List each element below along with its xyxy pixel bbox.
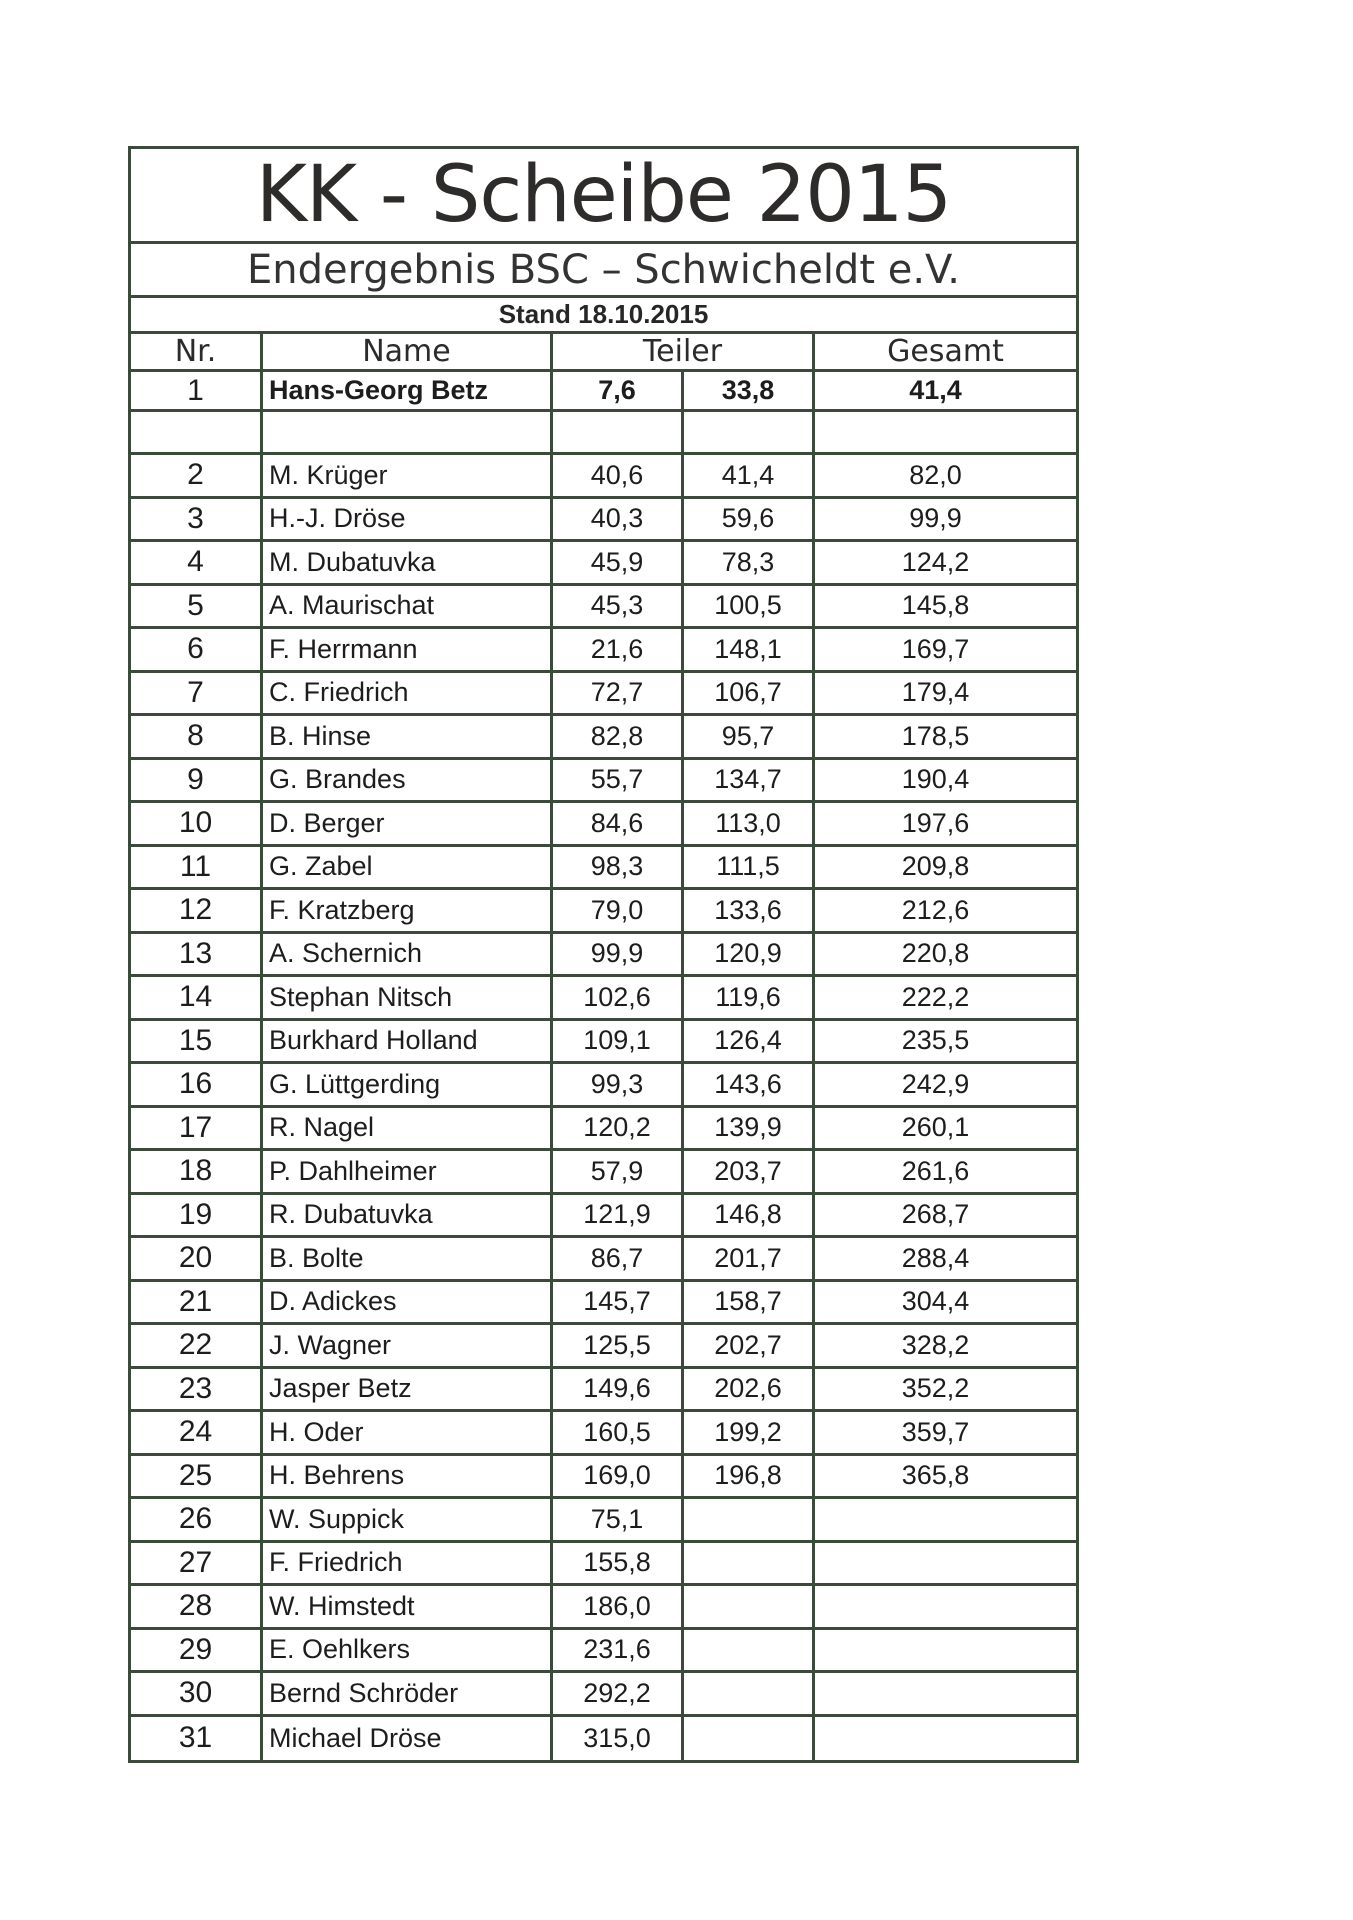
row-teiler-1: 82,8 xyxy=(553,716,684,757)
table-row xyxy=(131,716,1076,760)
header-gesamt: Gesamt xyxy=(887,334,1004,369)
row-nr: 2 xyxy=(131,455,263,496)
winner-name: Hans-Georg Betz xyxy=(263,372,553,409)
row-nr: 31 xyxy=(131,1717,263,1761)
row-teiler-1: 102,6 xyxy=(553,977,684,1018)
row-teiler-1: 99,9 xyxy=(553,934,684,975)
winner-teiler-1: 7,6 xyxy=(553,372,684,409)
row-nr: 11 xyxy=(131,847,263,888)
row-gesamt xyxy=(815,1673,1076,1714)
table-row xyxy=(131,629,1076,673)
row-name: Burkhard Holland xyxy=(263,1021,553,1062)
row-teiler-1: 155,8 xyxy=(553,1543,684,1584)
row-teiler-1: 21,6 xyxy=(553,629,684,670)
blank-cell xyxy=(263,412,553,452)
row-nr: 7 xyxy=(131,673,263,714)
row-teiler-2: 106,7 xyxy=(684,673,815,714)
row-teiler-2: 126,4 xyxy=(684,1021,815,1062)
row-gesamt: 304,4 xyxy=(901,1286,970,1317)
row-nr: 19 xyxy=(131,1195,263,1236)
table-row xyxy=(131,673,1076,717)
row-name: A. Schernich xyxy=(263,934,553,975)
row-teiler-2: 201,7 xyxy=(684,1238,815,1279)
row-gesamt: 145,8 xyxy=(901,590,970,621)
row-teiler-1: 315,0 xyxy=(553,1717,684,1761)
table-row xyxy=(131,1412,1076,1456)
row-name: G. Brandes xyxy=(263,760,553,801)
row-teiler-1: 72,7 xyxy=(553,673,684,714)
row-name: B. Bolte xyxy=(263,1238,553,1279)
row-teiler-2: 143,6 xyxy=(684,1064,815,1105)
row-gesamt xyxy=(815,1499,1076,1540)
row-teiler-1: 57,9 xyxy=(553,1151,684,1192)
row-teiler-2: 133,6 xyxy=(684,890,815,931)
row-teiler-2: 202,6 xyxy=(684,1369,815,1410)
row-name: F. Friedrich xyxy=(263,1543,553,1584)
row-gesamt: 82,0 xyxy=(909,459,962,490)
row-teiler-1: 231,6 xyxy=(553,1630,684,1671)
row-gesamt: 288,4 xyxy=(901,1242,970,1273)
row-name: G. Zabel xyxy=(263,847,553,888)
row-nr: 10 xyxy=(131,803,263,844)
table-row xyxy=(131,890,1076,934)
title-row xyxy=(131,149,1076,244)
row-teiler-2: 148,1 xyxy=(684,629,815,670)
document-subtitle: Endergebnis BSC – Schwicheldt e.V. xyxy=(247,246,960,293)
table-row xyxy=(131,1456,1076,1500)
row-nr: 25 xyxy=(131,1456,263,1497)
row-name: R. Dubatuvka xyxy=(263,1195,553,1236)
row-nr: 30 xyxy=(131,1673,263,1714)
row-name: Bernd Schröder xyxy=(263,1673,553,1714)
row-gesamt: 242,9 xyxy=(901,1068,970,1099)
row-teiler-2: 78,3 xyxy=(684,542,815,583)
stand-date: Stand 18.10.2015 xyxy=(498,299,709,329)
row-teiler-2: 134,7 xyxy=(684,760,815,801)
row-teiler-1: 45,3 xyxy=(553,586,684,627)
row-teiler-2 xyxy=(684,1543,815,1584)
row-nr: 15 xyxy=(131,1021,263,1062)
row-nr: 28 xyxy=(131,1586,263,1627)
table-row xyxy=(131,1369,1076,1413)
stand-row xyxy=(131,298,1076,334)
row-gesamt: 190,4 xyxy=(901,764,970,795)
row-gesamt: 209,8 xyxy=(901,851,970,882)
row-name: Jasper Betz xyxy=(263,1369,553,1410)
header-name: Name xyxy=(263,334,553,369)
row-nr: 26 xyxy=(131,1499,263,1540)
row-teiler-2: 120,9 xyxy=(684,934,815,975)
table-header xyxy=(131,334,1076,372)
row-nr: 23 xyxy=(131,1369,263,1410)
header-nr: Nr. xyxy=(131,334,263,369)
row-teiler-2: 202,7 xyxy=(684,1325,815,1366)
row-teiler-1: 79,0 xyxy=(553,890,684,931)
row-name: B. Hinse xyxy=(263,716,553,757)
table-row xyxy=(131,934,1076,978)
table-row xyxy=(131,499,1076,543)
table-row xyxy=(131,1108,1076,1152)
row-name: M. Krüger xyxy=(263,455,553,496)
row-gesamt: 178,5 xyxy=(901,720,970,751)
row-teiler-2: 146,8 xyxy=(684,1195,815,1236)
row-gesamt: 260,1 xyxy=(901,1112,970,1143)
row-gesamt: 268,7 xyxy=(901,1199,970,1230)
row-name: W. Himstedt xyxy=(263,1586,553,1627)
row-gesamt: 220,8 xyxy=(901,938,970,969)
row-nr: 8 xyxy=(131,716,263,757)
row-name: D. Adickes xyxy=(263,1282,553,1323)
row-gesamt xyxy=(815,1543,1076,1584)
winner-teiler-2: 33,8 xyxy=(684,372,815,409)
row-teiler-2: 196,8 xyxy=(684,1456,815,1497)
table-body xyxy=(131,455,1076,1760)
row-teiler-1: 86,7 xyxy=(553,1238,684,1279)
row-teiler-2 xyxy=(684,1499,815,1540)
table-row xyxy=(131,586,1076,630)
table-row xyxy=(131,1064,1076,1108)
row-name: H. Behrens xyxy=(263,1456,553,1497)
row-teiler-2 xyxy=(684,1717,815,1761)
blank-cell xyxy=(684,412,815,452)
table-row xyxy=(131,1630,1076,1674)
row-teiler-2 xyxy=(684,1586,815,1627)
row-name: F. Kratzberg xyxy=(263,890,553,931)
row-teiler-2: 158,7 xyxy=(684,1282,815,1323)
row-gesamt xyxy=(815,1630,1076,1671)
row-nr: 18 xyxy=(131,1151,263,1192)
row-teiler-2: 139,9 xyxy=(684,1108,815,1149)
row-teiler-1: 186,0 xyxy=(553,1586,684,1627)
row-teiler-1: 121,9 xyxy=(553,1195,684,1236)
row-name: P. Dahlheimer xyxy=(263,1151,553,1192)
row-teiler-2: 59,6 xyxy=(684,499,815,540)
table-row xyxy=(131,1586,1076,1630)
row-nr: 9 xyxy=(131,760,263,801)
table-row xyxy=(131,1151,1076,1195)
row-teiler-1: 169,0 xyxy=(553,1456,684,1497)
row-name: W. Suppick xyxy=(263,1499,553,1540)
row-nr: 3 xyxy=(131,499,263,540)
table-row xyxy=(131,1499,1076,1543)
row-teiler-2: 41,4 xyxy=(684,455,815,496)
row-gesamt: 222,2 xyxy=(901,981,970,1012)
row-name: A. Maurischat xyxy=(263,586,553,627)
row-teiler-1: 98,3 xyxy=(553,847,684,888)
blank-cell xyxy=(553,412,684,452)
row-gesamt: 169,7 xyxy=(901,633,970,664)
header-teiler: Teiler xyxy=(553,334,815,369)
row-teiler-2: 203,7 xyxy=(684,1151,815,1192)
row-teiler-2 xyxy=(684,1630,815,1671)
row-teiler-1: 75,1 xyxy=(553,1499,684,1540)
row-teiler-1: 145,7 xyxy=(553,1282,684,1323)
row-gesamt: 359,7 xyxy=(901,1416,970,1447)
row-name: M. Dubatuvka xyxy=(263,542,553,583)
row-name: H. Oder xyxy=(263,1412,553,1453)
row-gesamt: 179,4 xyxy=(901,677,970,708)
blank-cell xyxy=(131,412,263,452)
table-row xyxy=(131,1021,1076,1065)
table-row xyxy=(131,455,1076,499)
row-nr: 17 xyxy=(131,1108,263,1149)
winner-row xyxy=(131,372,1076,412)
row-teiler-1: 84,6 xyxy=(553,803,684,844)
row-teiler-2: 199,2 xyxy=(684,1412,815,1453)
row-name: D. Berger xyxy=(263,803,553,844)
row-nr: 5 xyxy=(131,586,263,627)
row-gesamt: 235,5 xyxy=(901,1025,970,1056)
table-row xyxy=(131,1195,1076,1239)
winner-nr: 1 xyxy=(131,372,263,409)
row-teiler-1: 40,6 xyxy=(553,455,684,496)
row-teiler-1: 160,5 xyxy=(553,1412,684,1453)
row-teiler-1: 125,5 xyxy=(553,1325,684,1366)
table-row xyxy=(131,542,1076,586)
row-name: R. Nagel xyxy=(263,1108,553,1149)
row-name: Stephan Nitsch xyxy=(263,977,553,1018)
blank-cell xyxy=(815,412,1076,452)
row-teiler-1: 99,3 xyxy=(553,1064,684,1105)
row-gesamt: 124,2 xyxy=(901,546,970,577)
table-row xyxy=(131,1673,1076,1717)
row-teiler-2 xyxy=(684,1673,815,1714)
row-nr: 22 xyxy=(131,1325,263,1366)
row-nr: 14 xyxy=(131,977,263,1018)
row-gesamt: 197,6 xyxy=(901,807,970,838)
row-gesamt: 352,2 xyxy=(901,1373,970,1404)
row-teiler-1: 292,2 xyxy=(553,1673,684,1714)
row-nr: 4 xyxy=(131,542,263,583)
blank-row xyxy=(131,412,1076,455)
row-teiler-2: 100,5 xyxy=(684,586,815,627)
row-gesamt: 212,6 xyxy=(901,894,970,925)
results-sheet xyxy=(128,146,1079,1763)
row-teiler-2: 113,0 xyxy=(684,803,815,844)
row-teiler-1: 109,1 xyxy=(553,1021,684,1062)
row-nr: 21 xyxy=(131,1282,263,1323)
table-row xyxy=(131,977,1076,1021)
row-teiler-1: 55,7 xyxy=(553,760,684,801)
row-name: F. Herrmann xyxy=(263,629,553,670)
table-row xyxy=(131,803,1076,847)
row-name: Michael Dröse xyxy=(263,1717,553,1761)
row-name: G. Lüttgerding xyxy=(263,1064,553,1105)
row-teiler-2: 119,6 xyxy=(684,977,815,1018)
row-nr: 12 xyxy=(131,890,263,931)
row-gesamt xyxy=(815,1717,1076,1761)
row-nr: 16 xyxy=(131,1064,263,1105)
table-row xyxy=(131,1325,1076,1369)
table-row xyxy=(131,1717,1076,1761)
row-name: C. Friedrich xyxy=(263,673,553,714)
row-name: E. Oehlkers xyxy=(263,1630,553,1671)
table-row xyxy=(131,1238,1076,1282)
table-row xyxy=(131,1282,1076,1326)
row-teiler-1: 45,9 xyxy=(553,542,684,583)
row-gesamt: 99,9 xyxy=(909,503,962,534)
row-nr: 24 xyxy=(131,1412,263,1453)
row-gesamt: 328,2 xyxy=(901,1329,970,1360)
subtitle-row xyxy=(131,244,1076,298)
row-teiler-1: 120,2 xyxy=(553,1108,684,1149)
row-teiler-1: 40,3 xyxy=(553,499,684,540)
row-nr: 27 xyxy=(131,1543,263,1584)
row-nr: 13 xyxy=(131,934,263,975)
row-nr: 29 xyxy=(131,1630,263,1671)
winner-gesamt: 41,4 xyxy=(909,375,962,405)
row-teiler-2: 95,7 xyxy=(684,716,815,757)
row-teiler-1: 149,6 xyxy=(553,1369,684,1410)
table-row xyxy=(131,1543,1076,1587)
row-gesamt: 261,6 xyxy=(901,1155,970,1186)
row-name: H.-J. Dröse xyxy=(263,499,553,540)
table-row xyxy=(131,847,1076,891)
row-name: J. Wagner xyxy=(263,1325,553,1366)
row-nr: 6 xyxy=(131,629,263,670)
row-teiler-2: 111,5 xyxy=(684,847,815,888)
document-title: KK - Scheibe 2015 xyxy=(255,150,952,240)
table-row xyxy=(131,760,1076,804)
row-nr: 20 xyxy=(131,1238,263,1279)
row-gesamt xyxy=(815,1586,1076,1627)
row-gesamt: 365,8 xyxy=(901,1460,970,1491)
